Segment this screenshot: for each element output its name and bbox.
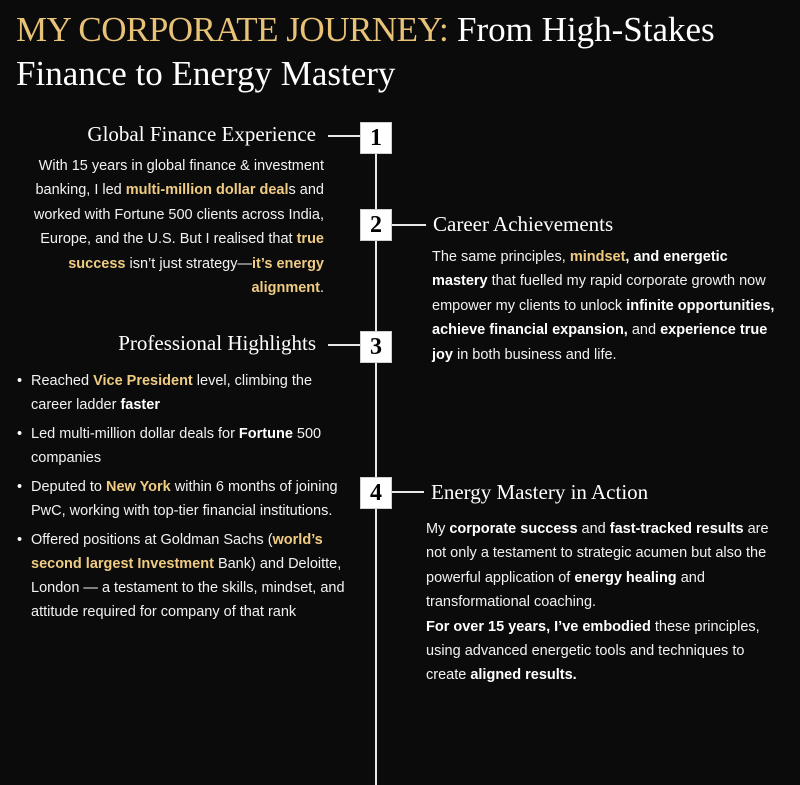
step-number-3: 3 bbox=[360, 331, 392, 363]
list-item: • Offered positions at Goldman Sachs (world’s second largest Investment Bank) and Deloitte, London — a testament to the skills, mindset, and attitude required for company of that rank bbox=[17, 528, 347, 624]
section-global-finance-text: With 15 years in global finance & investment banking, I led multi-million dollar deals and worked with Fortune 500 clients across India, Europe, and the U.S. But I realised that true success isn’t just strategy—it’s energy alignment. bbox=[33, 158, 324, 297]
connector-3 bbox=[328, 344, 360, 346]
list-item: • Led multi-million dollar deals for Fortune 500 companies bbox=[17, 422, 347, 470]
step-number-1: 1 bbox=[360, 122, 392, 154]
title-rest: From High-Stakes Finance to Energy Mastery bbox=[16, 10, 715, 93]
heading-energy-mastery: Energy Mastery in Action bbox=[431, 480, 649, 504]
connector-2 bbox=[392, 224, 426, 226]
heading-global-finance: Global Finance Experience bbox=[87, 122, 316, 146]
connector-4 bbox=[392, 491, 424, 493]
heading-career-achievements: Career Achievements bbox=[433, 212, 614, 236]
section-career-achievements-text: The same principles, mindset, and energetic mastery that fuelled my rapid corporate growth now empower my clients to unlock infinite opportunities, achieve financial expansion, and experience true joy in both business and life. bbox=[432, 249, 775, 363]
page-title bbox=[16, 8, 786, 96]
title-accent: MY CORPORATE JOURNEY: bbox=[16, 10, 449, 49]
professional-highlights-list bbox=[17, 369, 347, 629]
list-item: • Reached Vice President level, climbing the career ladder faster bbox=[17, 369, 347, 417]
section-energy-mastery-text: My corporate success and fast-tracked results are not only a testament to strategic acumen but also the powerful application of energy healing and transformational coaching. For over 15 years, I’ve embodied these principles, using advanced energetic tools and techniques to create aligned results. bbox=[426, 521, 769, 684]
connector-1 bbox=[328, 135, 360, 137]
step-number-4: 4 bbox=[360, 477, 392, 509]
list-item: • Deputed to New York within 6 months of joining PwC, working with top-tier financial institutions. bbox=[17, 475, 347, 523]
heading-professional-highlights: Professional Highlights bbox=[118, 331, 316, 355]
step-number-2: 2 bbox=[360, 209, 392, 241]
